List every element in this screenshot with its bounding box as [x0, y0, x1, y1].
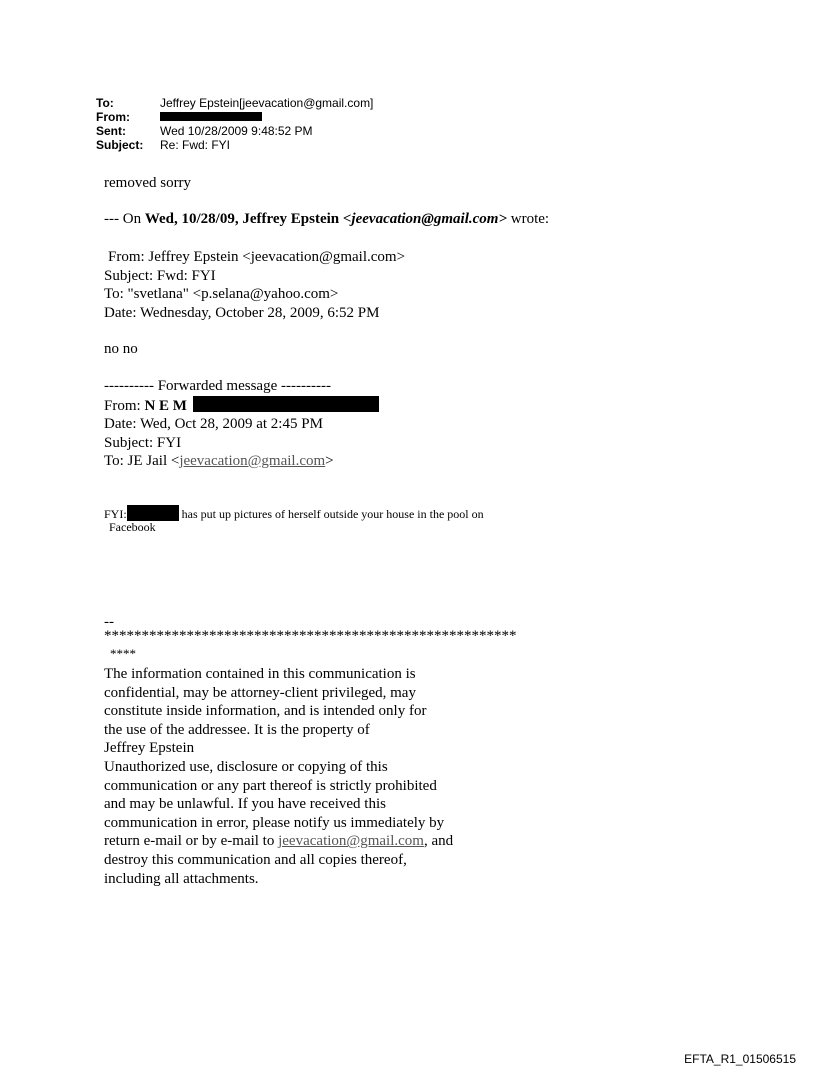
fwd2-from-name: N E M — [144, 397, 187, 414]
fwd-divider: ---------- Forwarded message ---------- — [104, 378, 331, 394]
header-from-row — [96, 110, 373, 124]
reply-text: removed sorry — [104, 175, 192, 191]
quote-suffix: wrote: — [507, 211, 550, 227]
disclaimer-return-line — [104, 832, 453, 851]
redaction-box — [193, 396, 379, 412]
disclaimer-line: The information contained in this communication is — [104, 666, 416, 682]
fyi-text-continued: Facebook — [109, 520, 156, 534]
sent-label: Sent: — [96, 124, 126, 138]
fwd1-subject: Subject: Fwd: FYI — [104, 267, 216, 284]
fwd1-date: Date: Wednesday, October 28, 2009, 6:52 PM — [104, 304, 380, 321]
to-label: To: — [96, 96, 114, 110]
quote-email: <jeevacation@gmail.com> — [342, 211, 508, 227]
quote-date-sender: Wed, 10/28/09, Jeffrey Epstein — [144, 211, 343, 227]
fwd2-to — [104, 452, 379, 471]
document-id: EFTA_R1_01506515 — [684, 1052, 796, 1066]
disclaimer-stars: ******************************************************* — [104, 628, 517, 644]
header-to-row — [96, 96, 373, 110]
disclaimer-line: Jeffrey Epstein — [104, 740, 195, 757]
fyi-text: has put up pictures of herself outside your house in the pool on — [181, 507, 484, 521]
note-text: no no — [104, 341, 138, 357]
email-header — [96, 96, 373, 152]
disclaimer-email-link[interactable]: jeevacation@gmail.com — [278, 833, 424, 850]
fwd2-to-prefix: To: JE Jail < — [104, 453, 180, 469]
fwd1-from: From: Jeffrey Epstein <jeevacation@gmail.com> — [108, 249, 406, 265]
from-label: From: — [96, 110, 130, 124]
fyi-prefix: FYI: — [104, 507, 127, 521]
disclaimer-line: confidential, may be attorney-client privileged, may — [104, 684, 416, 701]
subject-label: Subject: — [96, 138, 144, 152]
signature-dashes: -- — [104, 614, 114, 630]
redaction-box — [127, 505, 179, 521]
disclaimer-line: communication or any part thereof is strictly prohibited — [104, 777, 437, 794]
fwd2-date: Date: Wed, Oct 28, 2009 at 2:45 PM — [104, 416, 323, 432]
forward2-block — [104, 377, 379, 471]
header-subject-row — [96, 138, 373, 152]
disclaimer-line: destroy this communication and all copies thereof, — [104, 851, 407, 868]
fwd2-to-email-link[interactable]: jeevacation@gmail.com — [179, 453, 326, 469]
disclaimer-text — [104, 665, 453, 888]
forward1-block — [104, 248, 405, 322]
fwd2-from — [104, 396, 379, 416]
quote-line — [104, 211, 549, 228]
disclaimer-line: including all attachments. — [104, 870, 259, 887]
disclaimer-stars-short: **** — [110, 646, 136, 661]
fwd1-to: To: "svetlana" <p.selana@yahoo.com> — [104, 286, 339, 302]
sent-value: Wed 10/28/2009 9:48:52 PM — [160, 124, 313, 138]
redaction-box — [160, 112, 262, 121]
fwd2-subject: Subject: FYI — [104, 434, 182, 451]
disclaimer-line: communication in error, please notify us immediately by — [104, 814, 445, 831]
fyi-line — [104, 505, 484, 522]
header-sent-row — [96, 124, 373, 138]
disclaimer-line: constitute inside information, and is intended only for — [104, 703, 427, 720]
fwd2-from-label: From: — [104, 397, 145, 414]
to-value: Jeffrey Epstein[jeevacation@gmail.com] — [160, 96, 374, 110]
fwd2-to-suffix: > — [325, 453, 334, 469]
disclaimer-line: the use of the addressee. It is the property of — [104, 721, 370, 738]
return-suffix: , and — [423, 833, 454, 850]
subject-value: Re: Fwd: FYI — [160, 138, 231, 152]
disclaimer-line: and may be unlawful. If you have received this — [104, 796, 386, 813]
quote-prefix: --- On — [104, 211, 145, 227]
return-prefix: return e-mail or by e-mail to — [104, 833, 279, 850]
disclaimer-line: Unauthorized use, disclosure or copying of this — [104, 758, 388, 775]
